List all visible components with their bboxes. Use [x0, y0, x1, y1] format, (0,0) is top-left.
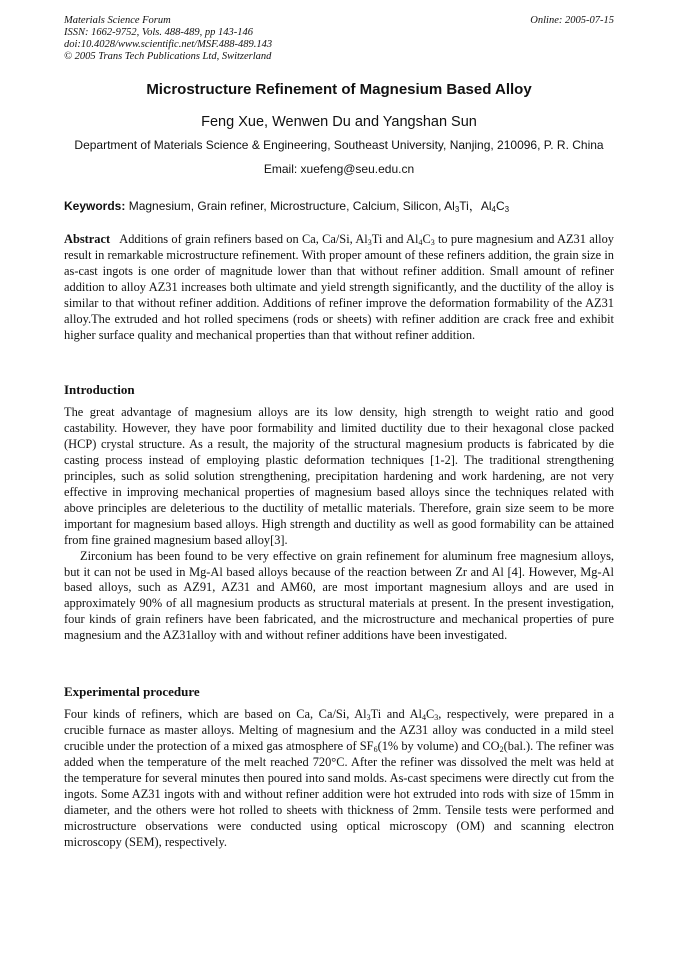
online-date: Online: 2005-07-15 [530, 15, 614, 26]
experimental-heading: Experimental procedure [64, 684, 200, 699]
keywords-sub: 4 [491, 205, 496, 214]
doi-line: doi:10.4028/www.scientific.net/MSF.488-489.143 [64, 39, 273, 50]
issn-line: ISSN: 1662-9752, Vols. 488-489, pp 143-146 [64, 27, 253, 38]
paper-affiliation: Department of Materials Science & Engineering, Southeast University, Nanjing, 210096, P. R. China [74, 138, 604, 152]
experimental-text: Four kinds of refiners, which are based on Ca, Ca/Si, Al [64, 707, 367, 721]
keywords [64, 197, 614, 214]
experimental-sub: 3 [434, 713, 439, 722]
abstract-text: C [422, 232, 431, 246]
abstract-sub: 4 [418, 238, 423, 247]
keywords-text: Magnesium, Grain refiner, Microstructure, Calcium, Silicon, Al [128, 199, 455, 213]
keywords-sub: 3 [454, 205, 460, 214]
paper-email: Email: xuefeng@seu.edu.cn [263, 162, 415, 176]
abstract-label: Abstract [64, 232, 111, 246]
abstract-sub: 3 [430, 238, 435, 247]
experimental-sub: 3 [366, 713, 371, 722]
experimental-sub: 4 [421, 713, 426, 722]
abstract-text: to pure magnesium and AZ31 alloy result in remarkable microstructure refinement. With proper amount of these refiners addition, the grain size in as-cast ingots is one order of magnitude lower than that without refiner addition. Small amount of refiner addition to alloy AZ31 increases both ultimate and yield strength significantly, and the ductility of the alloy is similar to that without refiner addition. Additions of refiner improve the deformation formability of the AZ31 alloy.The extruded and hot rolled specimens (rods or sheets) with refiner addition are crack free and exhibit higher surface quality and mechanical properties than that without refiner addition. [64, 232, 614, 342]
abstract-sub: 3 [367, 238, 372, 247]
keywords-label: Keywords: [64, 199, 126, 213]
abstract [64, 232, 614, 344]
introduction-paragraph: Zirconium has been found to be very effective on grain refinement for aluminum free magnesium alloys, but it can not be used in Mg-Al based alloys because of the reaction between Zr and Al [4]. However, Mg-Al based alloys, such as AZ91, AZ31 and AM60, are most important magnesium alloys and are used in approximately 90% of all magnesium products as structural materials at present. In the present investigation, four kinds of grain refiners have been fabricated, and the microstructure and mechanical properties of pure magnesium and the AZ31alloy with and without refiner additions have been investigated. [64, 548, 614, 643]
paper-title: Microstructure Refinement of Magnesium Based Alloy [146, 81, 532, 98]
abstract-text: Ti and Al [371, 232, 419, 246]
keywords-text: C [495, 199, 505, 213]
introduction-body [64, 405, 614, 644]
introduction-paragraph: The great advantage of magnesium alloys are its low density, high strength to weight ratio and good castability. However, they have poor formability and limited ductility due to their hexagonal close packed (HCP) crystal structure. As a result, the majority of the structural magnesium products is fabricated by die casting process instead of employing plastic deformation techniques [1-2]. The traditional strengthening principles, such as solid solution strengthening, precipitation hardening and work hardening, are not very effective in improving mechanical properties of magnesium based alloys since the techniques related with above principles are deleterious to the ductility of metallic materials. Therefore, grain size seem to be more important for magnesium based alloys. High strength and ductility as well as good formability can be attained from fine grained magnesium based alloy[3]. [64, 405, 614, 547]
keywords-text: Ti，Al [459, 199, 492, 213]
experimental-sub: 6 [373, 744, 378, 754]
experimental-text: , respectively, were prepared in a crucible furnace as master alloys. Melting of magnesium and the AZ31 alloy was conducted in a mild steel crucible under the protection of a mixed gas atmosphere of SF [64, 707, 614, 753]
experimental-text: (1% by volume) and CO [377, 738, 500, 753]
experimental-text: Ti and Al [370, 707, 422, 721]
introduction-heading: Introduction [64, 382, 135, 397]
experimental-body [64, 707, 614, 851]
experimental-text: C [425, 707, 435, 721]
copyright-line: © 2005 Trans Tech Publications Ltd, Switzerland [64, 51, 272, 62]
experimental-sub: 2 [499, 744, 504, 754]
journal-name: Materials Science Forum [64, 15, 171, 26]
abstract-text: Additions of grain refiners based on Ca, Ca/Si, Al [119, 232, 368, 246]
experimental-text: (bal.). The refiner was added when the temperature of the melt reached 720°C. After the refiner was dissolved the melt was held at the temperature for several minutes then poured into sand molds. As-cast specimens were directly cut from the ingots. Some AZ31 ingots with and without refiner addition were hot extruded into rods with size of 15mm in diameter, and the others were hot rolled to sheets with thickness of 2mm. Tensile tests were performed and microstructure observations were conducted using optical microscopy (OM) and scanning electron microscopy (SEM), respectively. [64, 738, 614, 849]
journal-header [64, 15, 272, 63]
paper-authors: Feng Xue, Wenwen Du and Yangshan Sun [201, 114, 477, 130]
keywords-sub: 3 [504, 205, 510, 214]
